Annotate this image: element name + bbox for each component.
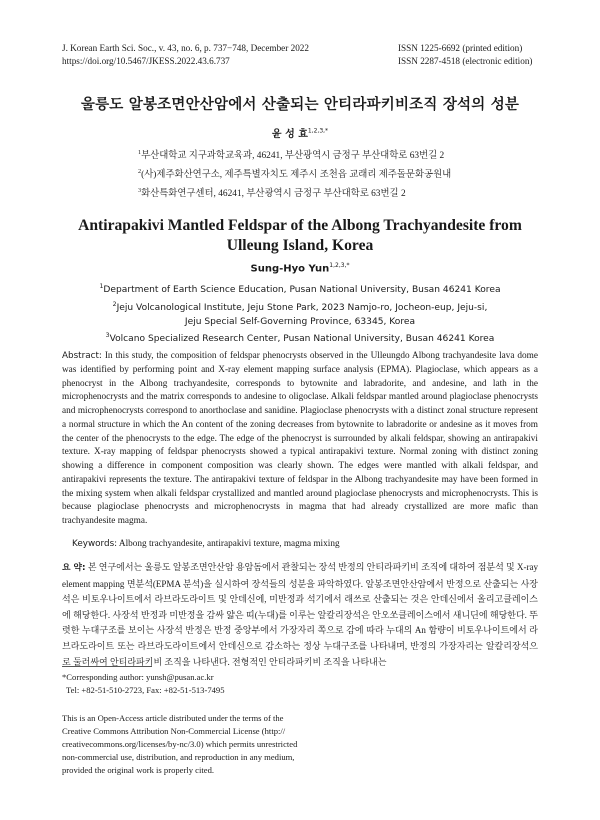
korean-abstract-text: 본 연구에서는 울릉도 알봉조면안산암 용암돔에서 관찰되는 장석 반정의 안티라파키비 조직에 대하여 점분석 및 X-ray element mapping 면분석(EPMA 분석)을 실시하여 장석들의 성분을 파악하였다. 알봉조면안산암에서 반정으로 산출되는 사장석은 비토우나이트에서 라브라도라이트 및 안데신에, 미반정과 석기에서 래쓰로 산출되는 것은 안데신에서 올리고클레이스에 해당한다. 사장석 반정과 미반정을 감싸 얇은 띠(누대)를 이루는 알칼리장석은 안오쏘클레이스에서 새니딘에 해당한다. 뚜렷한 누대구조를 보이는 사장석 반정은 반정 중앙부에서 가장자리 쪽으로 감에 따라 누대의 An 함량이 비토우나이트에서 라브라도라이트 또는 라브라도라이트에서 안데신으로 감소하는 정상 누대구조를 나타내며, 반정의 가장자리는 알칼리장석으로 둘러싸여 안티라파키비 조직을 나타낸다. 전형적인 안티라파키비 조직을 나타내는: [62, 562, 538, 667]
korean-author-name: 윤 성 효: [271, 129, 308, 140]
license-note: [62, 712, 297, 777]
english-title-line: Antirapakivi Mantled Feldspar of the Albong Trachyandesite from: [78, 217, 522, 234]
abstract-text: In this study, the composition of feldspar phenocrysts observed in the Ulleungdo Albong trachyandesite lava dome was identified by performing point and X-ray element mapping surface analysis (EPMA). Plagioclase, which appears as a phenocryst in the Albong trachyandesite, corresponds to bytownite and labradorite, and andesine, and lath in the microphenocrysts and the matrix corresponds to andesine to oligoclase. Alkali feldspar mantled around plagioclase phenocrysts and microphenocrysts correspond to anorthoclase and sanidine. Plagioclase phenocrysts with a distinct zonal structure represent a normal structure in which the An content of the zoning decreases from bytownite to labradorite or andesine as it moves from the center of the phenocrysts to the edge. The edge of the phenocryst is surrounded by alkali feldspar, showing an antirapakivi texture. X-ray mapping of feldspar phenocrysts showed a typical antirapakivi texture. Normal zoning with distinct zoning showing a difference in component composition was clearly shown. The edges were mantled with alkali feldspar, and antirapakivi represents the texture. The antirapakivi texture of feldspar in the Albong trachyandesite may have been formed in the mixing system when alkali feldspar crystallized and mantled around plagioclase phenocrysts and microphenocrysts. This is because plagioclase phenocrysts and microphenocrysts in magma that had already crystallized are more mafic than trachyandesite magma.: [62, 351, 538, 526]
korean-abstract-label: 요 약:: [62, 563, 86, 573]
license-line: Creative Commons Attribution Non-Commercial License (http://: [62, 726, 286, 736]
abstract-label: Abstract:: [62, 351, 102, 361]
english-author-name: Sung-Hyo Yun: [250, 263, 330, 275]
corresponding-author-email: *Corresponding author: yunsh@pusan.ac.kr: [62, 672, 214, 682]
keywords-text: Albong trachyandesite, antirapakivi texture, magma mixing: [117, 539, 340, 549]
footnote-divider: [62, 666, 152, 667]
korean-abstract: [62, 560, 538, 670]
korean-author-sup: 1,2,3,*: [307, 127, 329, 135]
doi-link[interactable]: https://doi.org/10.5467/JKESS.2022.43.6.737: [62, 56, 230, 66]
keywords: [72, 539, 340, 549]
license-line: provided the original work is properly cited.: [62, 765, 215, 775]
issn-block: [398, 42, 532, 68]
english-author: [0, 262, 600, 274]
license-line: non-commercial use, distribution, and reproduction in any medium,: [62, 752, 295, 762]
issn-electronic: ISSN 2287-4518 (electronic edition): [398, 56, 533, 66]
english-affiliation: $^1$Department of Earth Science Education, Pusan National University, Busan 46241 Korea: [99, 283, 501, 296]
corresponding-author-contact: Tel: +82-51-510-2723, Fax: +82-51-513-7495: [66, 685, 225, 695]
korean-author: [0, 125, 600, 140]
keywords-label: Keywords:: [72, 539, 118, 549]
english-title-line: Ulleung Island, Korea: [226, 237, 374, 254]
journal-citation: [62, 42, 309, 68]
license-line: creativecommons.org/licenses/by-nc/3.0) which permits unrestricted: [62, 739, 298, 749]
korean-affiliations: [138, 145, 451, 202]
corresponding-author-note: [62, 671, 225, 697]
english-affiliation: $^3$Volcano Specialized Research Center, Pusan National University, Busan 46241 Korea: [105, 332, 495, 345]
korean-title: 울릉도 알봉조면안산암에서 산출되는 안티라파키비조직 장석의 성분: [80, 97, 520, 113]
korean-affiliation: $^1$부산대학교 지구과학교육과, 46241, 부산광역시 금정구 부산대학로 63번길 2: [138, 149, 445, 162]
korean-affiliation: $^2$(사)제주화산연구소, 제주특별자치도 제주시 조천읍 교래리 제주돌문화공원내: [138, 168, 452, 181]
english-affiliations: [80, 280, 520, 347]
journal-line: J. Korean Earth Sci. Soc., v. 43, no. 6, p. 737−748, December 2022: [62, 43, 309, 53]
english-author-sup: 1,2,3,*: [329, 262, 350, 269]
korean-affiliation: $^3$화산특화연구센터, 46241, 부산광역시 금정구 부산대학로 63번길 2: [138, 187, 406, 200]
english-affiliation: Jeju Special Self-Governing Province, 63345, Korea: [184, 316, 416, 327]
english-affiliation: $^2$Jeju Volcanological Institute, Jeju Stone Park, 2023 Namjo-ro, Jocheon-eup, Jeju-si,: [112, 300, 488, 313]
license-line: This is an Open-Access article distributed under the terms of the: [62, 713, 284, 723]
issn-print: ISSN 1225-6692 (printed edition): [398, 43, 523, 53]
abstract: [62, 350, 538, 529]
english-title: [0, 216, 600, 256]
